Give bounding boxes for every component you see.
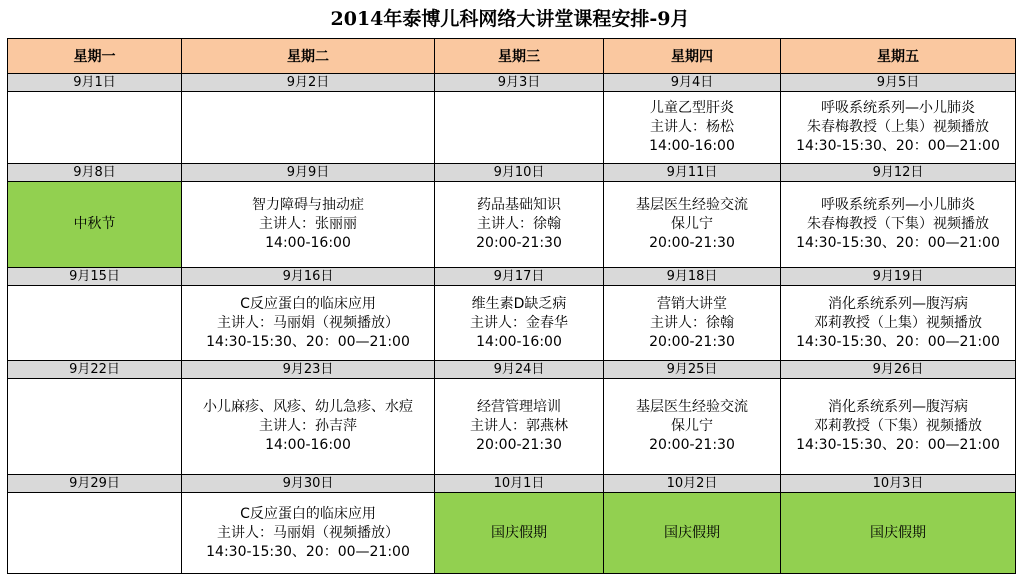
date-cell-wed: 9月10日 bbox=[435, 164, 604, 182]
session-speaker: 主讲人：马丽娟（视频播放） bbox=[217, 314, 399, 331]
session-cell bbox=[8, 379, 182, 475]
day-header-thu: 星期四 bbox=[604, 39, 781, 74]
session-topic: 维生素D缺乏病 bbox=[471, 295, 567, 312]
session-topic: 呼吸系统系列—小儿肺炎 bbox=[821, 197, 975, 213]
holiday-cell bbox=[604, 493, 781, 574]
session-speaker: 主讲人：徐翰 bbox=[477, 216, 561, 232]
date-cell-fri: 10月3日 bbox=[781, 475, 1016, 493]
day-header-mon: 星期一 bbox=[8, 39, 182, 74]
session-time: 14:00-16:00 bbox=[265, 437, 351, 453]
session-time: 20:00-21:30 bbox=[649, 437, 735, 453]
session-cell bbox=[8, 286, 182, 361]
date-cell-wed: 9月24日 bbox=[435, 361, 604, 379]
date-cell-tue: 9月23日 bbox=[182, 361, 435, 379]
session-speaker: 主讲人：杨松 bbox=[650, 119, 734, 135]
date-row bbox=[8, 361, 1016, 379]
date-cell-fri: 9月19日 bbox=[781, 268, 1016, 286]
holiday-cell bbox=[781, 493, 1016, 574]
session-topic: 消化系统系列—腹泻病 bbox=[828, 399, 968, 415]
session-time: 14:00-16:00 bbox=[476, 333, 562, 350]
session-time: 14:30-15:30、20：00—21:00 bbox=[796, 235, 1000, 251]
session-cell bbox=[182, 286, 435, 361]
date-cell-mon: 9月15日 bbox=[8, 268, 182, 286]
session-time: 14:30-15:30、20：00—21:00 bbox=[206, 333, 410, 350]
date-cell-thu: 10月2日 bbox=[604, 475, 781, 493]
session-cell bbox=[435, 379, 604, 475]
session-topic: 儿童乙型肝炎 bbox=[650, 100, 734, 116]
session-speaker: 主讲人：徐翰 bbox=[650, 314, 734, 331]
holiday-label: 中秋节 bbox=[73, 216, 116, 232]
session-cell bbox=[435, 182, 604, 268]
session-row bbox=[8, 286, 1016, 361]
session-cell bbox=[604, 182, 781, 268]
date-cell-mon: 9月8日 bbox=[8, 164, 182, 182]
session-cell bbox=[781, 379, 1016, 475]
holiday-label: 国庆假期 bbox=[491, 524, 547, 541]
session-time: 14:00-16:00 bbox=[265, 235, 351, 251]
session-speaker: 主讲人：孙吉萍 bbox=[259, 418, 357, 434]
session-time: 14:00-16:00 bbox=[649, 138, 735, 154]
header-row bbox=[8, 39, 1016, 74]
date-row bbox=[8, 475, 1016, 493]
date-row bbox=[8, 268, 1016, 286]
session-topic: 呼吸系统系列—小儿肺炎 bbox=[821, 100, 975, 116]
session-speaker: 朱春梅教授（下集）视频播放 bbox=[807, 216, 989, 232]
session-time: 14:30-15:30、20：00—21:00 bbox=[206, 543, 410, 560]
date-cell-tue: 9月9日 bbox=[182, 164, 435, 182]
session-cell bbox=[182, 92, 435, 164]
session-topic: 消化系统系列—腹泻病 bbox=[828, 295, 968, 312]
session-topic: C反应蛋白的临床应用 bbox=[240, 505, 376, 522]
date-cell-thu: 9月11日 bbox=[604, 164, 781, 182]
session-speaker: 邓莉教授（下集）视频播放 bbox=[814, 418, 982, 434]
holiday-cell bbox=[435, 493, 604, 574]
session-speaker: 邓莉教授（上集）视频播放 bbox=[814, 314, 982, 331]
session-speaker: 保儿宁 bbox=[671, 418, 713, 434]
date-cell-wed: 10月1日 bbox=[435, 475, 604, 493]
session-speaker: 朱春梅教授（上集）视频播放 bbox=[807, 119, 989, 135]
session-cell bbox=[781, 92, 1016, 164]
session-time: 14:30-15:30、20：00—21:00 bbox=[796, 437, 1000, 453]
session-topic: 经营管理培训 bbox=[477, 399, 561, 415]
session-topic: 营销大讲堂 bbox=[657, 295, 727, 312]
date-cell-thu: 9月18日 bbox=[604, 268, 781, 286]
date-cell-mon: 9月1日 bbox=[8, 74, 182, 92]
date-cell-tue: 9月2日 bbox=[182, 74, 435, 92]
session-row bbox=[8, 493, 1016, 574]
session-cell bbox=[182, 182, 435, 268]
date-cell-thu: 9月25日 bbox=[604, 361, 781, 379]
session-cell bbox=[604, 286, 781, 361]
session-speaker: 主讲人：马丽娟（视频播放） bbox=[217, 524, 399, 541]
date-cell-wed: 9月3日 bbox=[435, 74, 604, 92]
holiday-cell bbox=[8, 182, 182, 268]
session-time: 20:00-21:30 bbox=[476, 235, 562, 251]
date-row bbox=[8, 164, 1016, 182]
date-cell-fri: 9月12日 bbox=[781, 164, 1016, 182]
session-topic: 基层医生经验交流 bbox=[636, 197, 748, 213]
schedule-body bbox=[8, 74, 1016, 574]
session-time: 20:00-21:30 bbox=[649, 235, 735, 251]
date-cell-mon: 9月22日 bbox=[8, 361, 182, 379]
session-speaker: 保儿宁 bbox=[671, 216, 713, 232]
date-cell-fri: 9月26日 bbox=[781, 361, 1016, 379]
session-cell bbox=[781, 286, 1016, 361]
date-cell-tue: 9月30日 bbox=[182, 475, 435, 493]
session-topic: 基层医生经验交流 bbox=[636, 399, 748, 415]
session-speaker: 主讲人：张丽丽 bbox=[259, 216, 357, 232]
holiday-label: 国庆假期 bbox=[664, 524, 720, 541]
session-cell bbox=[435, 286, 604, 361]
session-time: 14:30-15:30、20：00—21:00 bbox=[796, 333, 1000, 350]
session-time: 20:00-21:30 bbox=[649, 333, 735, 350]
date-cell-mon: 9月29日 bbox=[8, 475, 182, 493]
session-topic: C反应蛋白的临床应用 bbox=[240, 295, 376, 312]
session-time: 20:00-21:30 bbox=[476, 437, 562, 453]
date-cell-wed: 9月17日 bbox=[435, 268, 604, 286]
session-topic: 智力障碍与抽动症 bbox=[252, 197, 364, 213]
session-cell bbox=[435, 92, 604, 164]
session-speaker: 主讲人：郭燕林 bbox=[470, 418, 568, 434]
schedule-table bbox=[7, 38, 1016, 574]
date-cell-tue: 9月16日 bbox=[182, 268, 435, 286]
holiday-label: 国庆假期 bbox=[870, 524, 926, 541]
session-topic: 小儿麻疹、风疹、幼儿急疹、水痘 bbox=[203, 399, 413, 415]
date-row bbox=[8, 74, 1016, 92]
day-header-fri: 星期五 bbox=[781, 39, 1016, 74]
page-title: 2014年泰博儿科网络大讲堂课程安排-9月 bbox=[330, 8, 690, 30]
session-row bbox=[8, 379, 1016, 475]
session-speaker: 主讲人：金春华 bbox=[470, 314, 568, 331]
session-cell bbox=[781, 182, 1016, 268]
date-cell-thu: 9月4日 bbox=[604, 74, 781, 92]
session-row bbox=[8, 182, 1016, 268]
session-cell bbox=[8, 92, 182, 164]
session-row bbox=[8, 92, 1016, 164]
date-cell-fri: 9月5日 bbox=[781, 74, 1016, 92]
session-time: 14:30-15:30、20：00—21:00 bbox=[796, 138, 1000, 154]
session-cell bbox=[604, 379, 781, 475]
session-topic: 药品基础知识 bbox=[477, 197, 561, 213]
session-cell bbox=[8, 493, 182, 574]
day-header-wed: 星期三 bbox=[435, 39, 604, 74]
session-cell bbox=[182, 493, 435, 574]
day-header-tue: 星期二 bbox=[182, 39, 435, 74]
session-cell bbox=[182, 379, 435, 475]
session-cell bbox=[604, 92, 781, 164]
